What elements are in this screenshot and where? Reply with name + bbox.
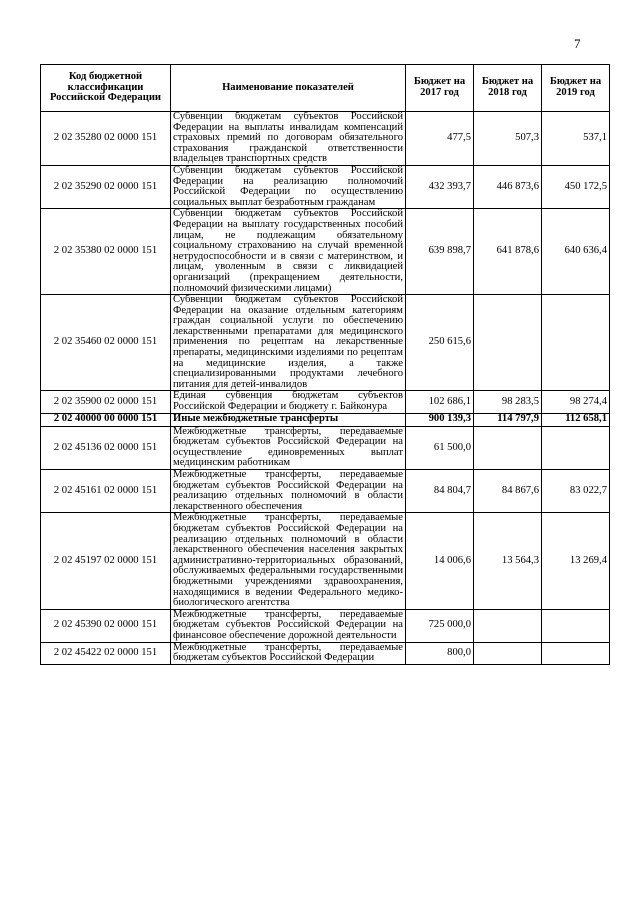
row-code: 2 02 35380 02 0000 151 bbox=[41, 209, 171, 295]
row-budget-2019 bbox=[542, 295, 610, 391]
table-row bbox=[41, 470, 610, 513]
row-budget-2018 bbox=[474, 295, 542, 391]
row-name: Межбюджетные трансферты, передаваемые бюджетам субъектов Российской Федерации на реализацию отдельных полномочий в области лекарственного обеспечения bbox=[171, 470, 406, 513]
row-budget-2017: 725 000,0 bbox=[406, 609, 474, 642]
header-2018: Бюджет на 2018 год bbox=[474, 65, 542, 112]
row-budget-2017: 250 615,6 bbox=[406, 295, 474, 391]
row-code: 2 02 40000 00 0000 151 bbox=[41, 413, 171, 426]
row-budget-2018 bbox=[474, 609, 542, 642]
row-budget-2017: 432 393,7 bbox=[406, 165, 474, 208]
row-budget-2019 bbox=[542, 609, 610, 642]
row-budget-2018: 507,3 bbox=[474, 112, 542, 166]
row-budget-2019: 450 172,5 bbox=[542, 165, 610, 208]
table-row bbox=[41, 642, 610, 664]
row-budget-2019: 98 274,4 bbox=[542, 391, 610, 413]
header-name: Наименование показателей bbox=[171, 65, 406, 112]
page-number: 7 bbox=[574, 36, 581, 51]
table-row bbox=[41, 295, 610, 391]
row-name: Единая субвенция бюджетам субъектов Российской Федерации и бюджету г. Байконура bbox=[171, 391, 406, 413]
table-row bbox=[41, 209, 610, 295]
row-name: Субвенции бюджетам субъектов Российской Федерации на выплату государственных пособий лицам, не подлежащим обязательному социальному страхованию на случай временной нетрудоспособности и в связи с материнством, и лицам, уволенным в связи с ликвидацией организаций (прекращением деятельности, полномочий физическими лицами) bbox=[171, 209, 406, 295]
table-row bbox=[41, 165, 610, 208]
row-name: Субвенции бюджетам субъектов Российской Федерации на реализацию полномочий Российской Федерации по осуществлению социальных выплат безработным гражданам bbox=[171, 165, 406, 208]
table-row bbox=[41, 391, 610, 413]
row-budget-2019 bbox=[542, 426, 610, 469]
row-budget-2017: 900 139,3 bbox=[406, 413, 474, 426]
row-code: 2 02 45161 02 0000 151 bbox=[41, 470, 171, 513]
row-name: Межбюджетные трансферты, передаваемые бюджетам субъектов Российской Федерации bbox=[171, 642, 406, 664]
row-code: 2 02 35290 02 0000 151 bbox=[41, 165, 171, 208]
row-name: Межбюджетные трансферты, передаваемые бюджетам субъектов Российской Федерации на финансовое обеспечение дорожной деятельности bbox=[171, 609, 406, 642]
row-code: 2 02 45422 02 0000 151 bbox=[41, 642, 171, 664]
row-budget-2019 bbox=[542, 642, 610, 664]
row-budget-2018: 446 873,6 bbox=[474, 165, 542, 208]
header-code: Код бюджетной классификации Российской Федерации bbox=[41, 65, 171, 112]
row-code: 2 02 45390 02 0000 151 bbox=[41, 609, 171, 642]
table-row bbox=[41, 426, 610, 469]
row-name: Межбюджетные трансферты, передаваемые бюджетам субъектов Российской Федерации на реализацию отдельных полномочий в области лекарственного обеспечения населения закрытых административно-территориальных образований, обслуживаемых федеральными государственными бюджетными учреждениями здравоохранения, находящимися в ведении Федерального медико-биологического агентства bbox=[171, 513, 406, 609]
table-row bbox=[41, 609, 610, 642]
row-name: Субвенции бюджетам субъектов Российской Федерации на оказание отдельным категориям граждан социальной услуги по обеспечению лекарственными препаратами для медицинского применения по рецептам на лекарственные препараты, медицинскими изделиями по рецептам на медицинские изделия, а также специализированными продуктами лечебного питания для детей-инвалидов bbox=[171, 295, 406, 391]
row-budget-2017: 800,0 bbox=[406, 642, 474, 664]
row-budget-2018: 13 564,3 bbox=[474, 513, 542, 609]
row-budget-2017: 102 686,1 bbox=[406, 391, 474, 413]
row-budget-2018: 98 283,5 bbox=[474, 391, 542, 413]
table-header-row bbox=[41, 65, 610, 112]
row-budget-2017: 477,5 bbox=[406, 112, 474, 166]
row-budget-2019: 83 022,7 bbox=[542, 470, 610, 513]
row-budget-2017: 14 006,6 bbox=[406, 513, 474, 609]
row-budget-2018 bbox=[474, 426, 542, 469]
row-budget-2017: 84 804,7 bbox=[406, 470, 474, 513]
row-budget-2018: 641 878,6 bbox=[474, 209, 542, 295]
row-budget-2019: 112 658,1 bbox=[542, 413, 610, 426]
row-budget-2017: 61 500,0 bbox=[406, 426, 474, 469]
header-2019: Бюджет на 2019 год bbox=[542, 65, 610, 112]
row-code: 2 02 35460 02 0000 151 bbox=[41, 295, 171, 391]
row-code: 2 02 35280 02 0000 151 bbox=[41, 112, 171, 166]
budget-table bbox=[40, 64, 610, 665]
table-row bbox=[41, 413, 610, 426]
row-budget-2018: 114 797,9 bbox=[474, 413, 542, 426]
row-budget-2017: 639 898,7 bbox=[406, 209, 474, 295]
row-name: Межбюджетные трансферты, передаваемые бюджетам субъектов Российской Федерации на осуществление единовременных выплат медицинским работникам bbox=[171, 426, 406, 469]
row-code: 2 02 45136 02 0000 151 bbox=[41, 426, 171, 469]
header-2017: Бюджет на 2017 год bbox=[406, 65, 474, 112]
row-name: Иные межбюджетные трансферты bbox=[171, 413, 406, 426]
row-code: 2 02 45197 02 0000 151 bbox=[41, 513, 171, 609]
row-name: Субвенции бюджетам субъектов Российской Федерации на выплаты инвалидам компенсаций страховых премий по договорам обязательного страхования гражданской ответственности владельцев транспортных средств bbox=[171, 112, 406, 166]
row-budget-2018: 84 867,6 bbox=[474, 470, 542, 513]
row-budget-2019: 537,1 bbox=[542, 112, 610, 166]
row-budget-2019: 640 636,4 bbox=[542, 209, 610, 295]
table-row bbox=[41, 112, 610, 166]
row-budget-2019: 13 269,4 bbox=[542, 513, 610, 609]
row-code: 2 02 35900 02 0000 151 bbox=[41, 391, 171, 413]
table-row bbox=[41, 513, 610, 609]
row-budget-2018 bbox=[474, 642, 542, 664]
